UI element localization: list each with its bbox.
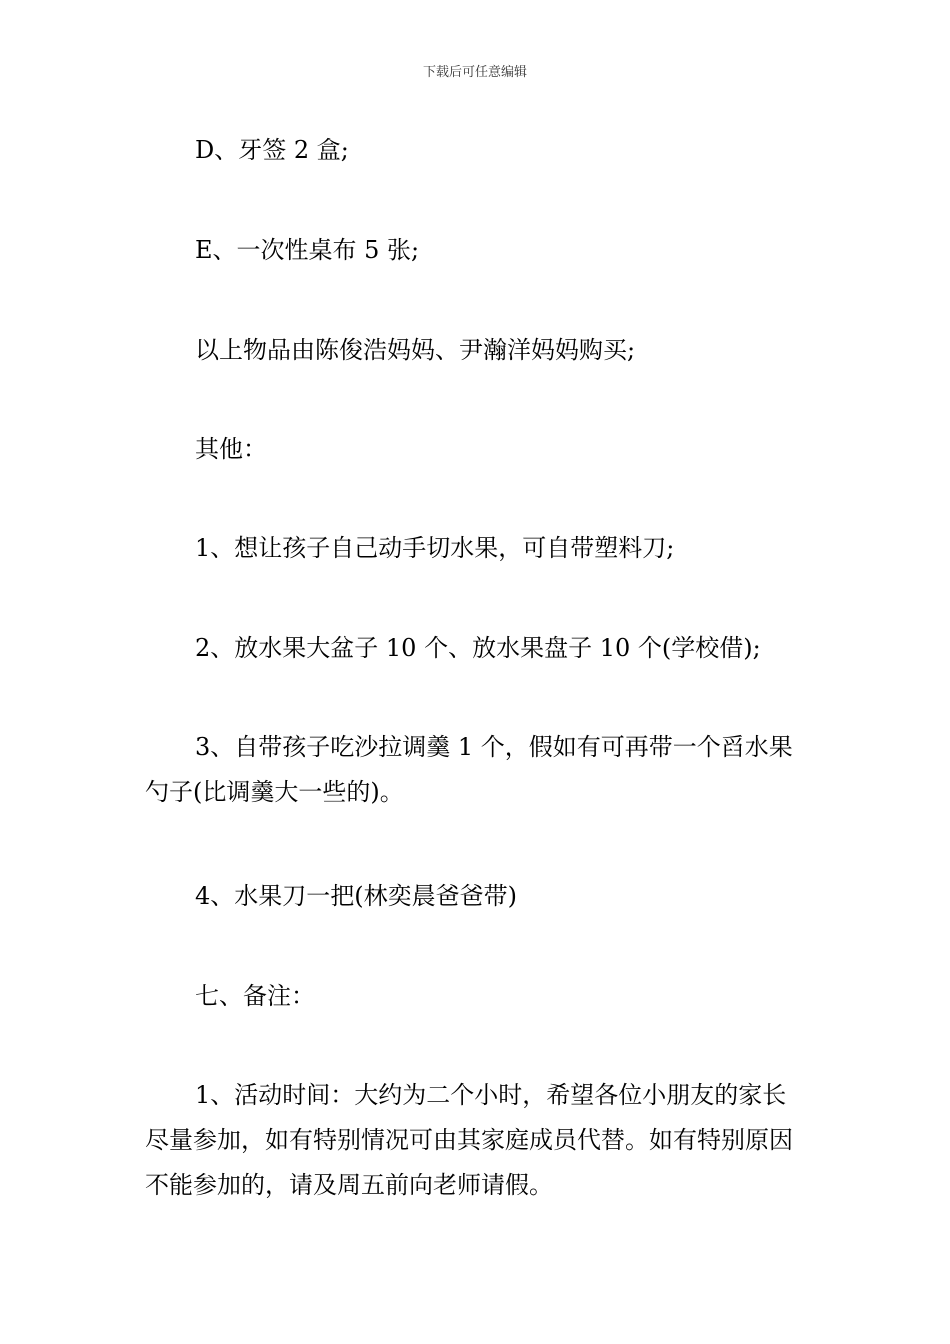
other-heading: 其他： [195,435,267,463]
other-item-1: 1、想让孩子自己动手切水果，可自带塑料刀; [195,534,675,562]
item-e-tablecloth: E、一次性桌布 5 张; [195,236,420,264]
other-item-2: 2、放水果大盆子 10 个、放水果盘子 10 个(学校借); [195,634,761,662]
purchaser-note: 以上物品由陈俊浩妈妈、尹瀚洋妈妈购买; [195,336,636,364]
note-item-1: 1、活动时间：大约为二个小时，希望各位小朋友的家长尽量参加，如有特别情况可由其家庭成员代替。如有特别原因不能参加的，请及周五前向老师请假。 [145,1081,793,1199]
item-d-toothpicks: D、牙签 2 盒; [195,136,349,164]
page-header: 下载后可任意编辑 [422,65,527,80]
section-seven-heading: 七、备注： [195,982,315,1010]
other-item-4: 4、水果刀一把(林奕晨爸爸带) [195,882,517,910]
other-item-3: 3、自带孩子吃沙拉调羹 1 个，假如有可再带一个舀水果勺子(比调羹大一些的)。 [145,733,793,806]
